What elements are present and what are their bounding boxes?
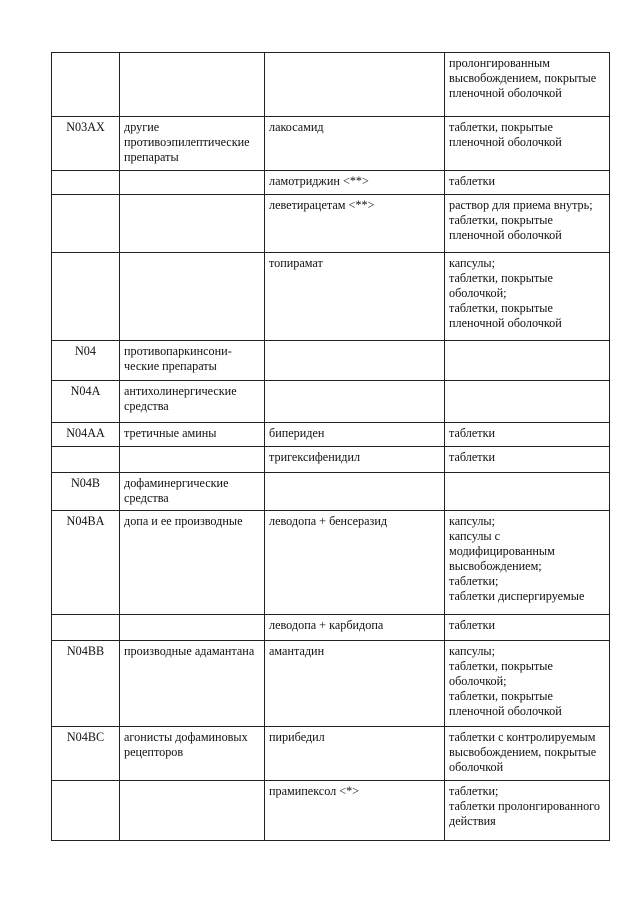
atc-code-cell: N04BA <box>52 511 120 615</box>
drug-name-cell <box>265 381 445 423</box>
atc-code-cell <box>52 615 120 641</box>
group-name-cell: допа и ее производные <box>120 511 265 615</box>
dosage-form-cell: раствор для приема внутрь; таблетки, покрытые пленочной оболочкой <box>445 195 610 253</box>
drug-name-cell: топирамат <box>265 253 445 341</box>
table-row <box>52 511 610 615</box>
table-row <box>52 171 610 195</box>
table-row <box>52 423 610 447</box>
table-row <box>52 781 610 841</box>
atc-code-cell: N04B <box>52 473 120 511</box>
group-name-cell: производные адамантана <box>120 641 265 727</box>
dosage-form-cell <box>445 473 610 511</box>
dosage-form-cell: таблетки <box>445 615 610 641</box>
dosage-form-cell: капсулы; капсулы с модифицированным высвобождением; таблетки; таблетки диспергируемые <box>445 511 610 615</box>
dosage-form-cell: пролонгированным высвобождением, покрытые пленочной оболочкой <box>445 53 610 117</box>
atc-code-cell <box>52 447 120 473</box>
drug-name-cell: ламотриджин <**> <box>265 171 445 195</box>
group-name-cell: дофаминергические средства <box>120 473 265 511</box>
table-row <box>52 381 610 423</box>
drug-name-cell: тригексифенидил <box>265 447 445 473</box>
group-name-cell <box>120 195 265 253</box>
table-row <box>52 473 610 511</box>
atc-code-cell <box>52 253 120 341</box>
atc-code-cell <box>52 781 120 841</box>
dosage-form-cell: таблетки <box>445 171 610 195</box>
atc-code-cell: N03AX <box>52 117 120 171</box>
drug-name-cell: леветирацетам <**> <box>265 195 445 253</box>
drug-name-cell: прамипексол <*> <box>265 781 445 841</box>
dosage-form-cell: таблетки с контролируемым высвобождением, покрытые оболочкой <box>445 727 610 781</box>
atc-code-cell <box>52 53 120 117</box>
table-row <box>52 727 610 781</box>
table-row <box>52 253 610 341</box>
drug-name-cell: амантадин <box>265 641 445 727</box>
group-name-cell <box>120 615 265 641</box>
table-row <box>52 195 610 253</box>
dosage-form-cell: таблетки <box>445 447 610 473</box>
atc-code-cell: N04BB <box>52 641 120 727</box>
group-name-cell <box>120 447 265 473</box>
table-row <box>52 53 610 117</box>
atc-code-cell: N04BC <box>52 727 120 781</box>
dosage-form-cell <box>445 341 610 381</box>
atc-code-cell <box>52 195 120 253</box>
group-name-cell: противопаркинсони- ческие препараты <box>120 341 265 381</box>
drug-name-cell: бипериден <box>265 423 445 447</box>
drug-name-cell: пирибедил <box>265 727 445 781</box>
dosage-form-cell: таблетки, покрытые пленочной оболочкой <box>445 117 610 171</box>
drug-table-body <box>52 53 610 841</box>
group-name-cell: агонисты дофаминовых рецепторов <box>120 727 265 781</box>
drug-name-cell: лакосамид <box>265 117 445 171</box>
group-name-cell <box>120 171 265 195</box>
table-row <box>52 341 610 381</box>
atc-code-cell: N04A <box>52 381 120 423</box>
drug-name-cell <box>265 53 445 117</box>
atc-code-cell: N04AA <box>52 423 120 447</box>
group-name-cell: антихолинергические средства <box>120 381 265 423</box>
table-row <box>52 117 610 171</box>
drug-name-cell: леводопа + карбидопа <box>265 615 445 641</box>
table-row <box>52 615 610 641</box>
atc-code-cell: N04 <box>52 341 120 381</box>
drug-name-cell: леводопа + бенсеразид <box>265 511 445 615</box>
drug-table <box>51 52 610 841</box>
dosage-form-cell: таблетки; таблетки пролонгированного действия <box>445 781 610 841</box>
group-name-cell <box>120 253 265 341</box>
dosage-form-cell: капсулы; таблетки, покрытые оболочкой; таблетки, покрытые пленочной оболочкой <box>445 253 610 341</box>
group-name-cell: другие противоэпилептические препараты <box>120 117 265 171</box>
group-name-cell: третичные амины <box>120 423 265 447</box>
group-name-cell <box>120 781 265 841</box>
group-name-cell <box>120 53 265 117</box>
table-row <box>52 447 610 473</box>
dosage-form-cell: капсулы; таблетки, покрытые оболочкой; таблетки, покрытые пленочной оболочкой <box>445 641 610 727</box>
drug-name-cell <box>265 473 445 511</box>
dosage-form-cell <box>445 381 610 423</box>
atc-code-cell <box>52 171 120 195</box>
drug-name-cell <box>265 341 445 381</box>
table-row <box>52 641 610 727</box>
dosage-form-cell: таблетки <box>445 423 610 447</box>
